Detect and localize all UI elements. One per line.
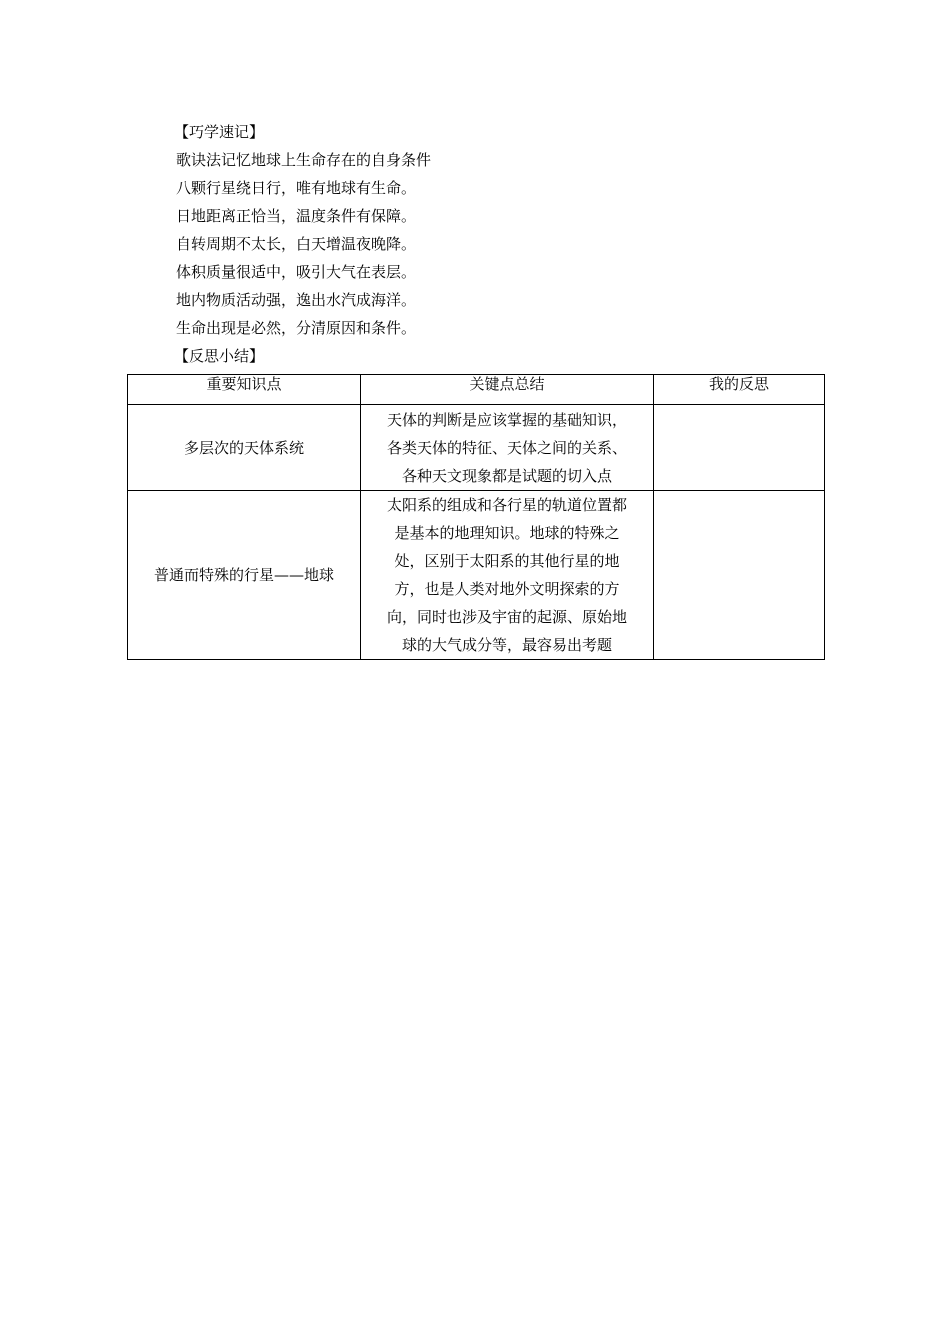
summary-line: 各类天体的特征、天体之间的关系、	[386, 438, 627, 457]
summary-line: 是基本的地理知识。地球的特殊之	[394, 524, 620, 542]
summary-line: 球的大气成分等，最容易出考题	[401, 636, 612, 654]
memory-line: 地内物质活动强，逸出水汽成海洋。	[176, 291, 417, 309]
summary-line: 各种天文现象都是试题的切入点	[401, 466, 612, 485]
column-header-key-points: 重要知识点	[128, 375, 361, 405]
reflection-cell	[654, 405, 825, 491]
summary-line: 太阳系的组成和各行星的轨道位置都	[386, 496, 627, 514]
summary-cell	[361, 491, 654, 660]
topic-cell: 普通而特殊的行星——地球	[128, 491, 361, 660]
summary-line: 方，也是人类对地外文明探索的方	[394, 580, 620, 598]
table-row	[128, 405, 825, 491]
memory-line: 歌诀法记忆地球上生命存在的自身条件	[176, 151, 432, 169]
table-header-row	[128, 375, 825, 405]
reflection-cell	[654, 491, 825, 660]
memory-heading: 【巧学速记】	[174, 123, 265, 141]
memory-line: 自转周期不太长，白天增温夜晚降。	[176, 235, 417, 253]
memory-verse-list	[176, 150, 431, 346]
memory-line: 生命出现是必然，分清原因和条件。	[176, 319, 417, 337]
topic-cell: 多层次的天体系统	[128, 405, 361, 491]
summary-line: 向，同时也涉及宇宙的起源、原始地	[386, 608, 627, 626]
summary-cell	[361, 405, 654, 491]
summary-line: 天体的判断是应该掌握的基础知识，	[386, 410, 627, 429]
memory-line: 八颗行星绕日行，唯有地球有生命。	[176, 179, 417, 197]
memory-line: 日地距离正恰当，温度条件有保障。	[176, 207, 417, 225]
reflection-heading: 【反思小结】	[174, 347, 265, 365]
memory-line: 体积质量很适中，吸引大气在表层。	[176, 263, 417, 281]
table-row	[128, 491, 825, 660]
column-header-my-reflection: 我的反思	[654, 375, 825, 405]
reflection-table	[127, 374, 825, 660]
column-header-summary: 关键点总结	[361, 375, 654, 405]
summary-line: 处，区别于太阳系的其他行星的地	[394, 552, 620, 570]
